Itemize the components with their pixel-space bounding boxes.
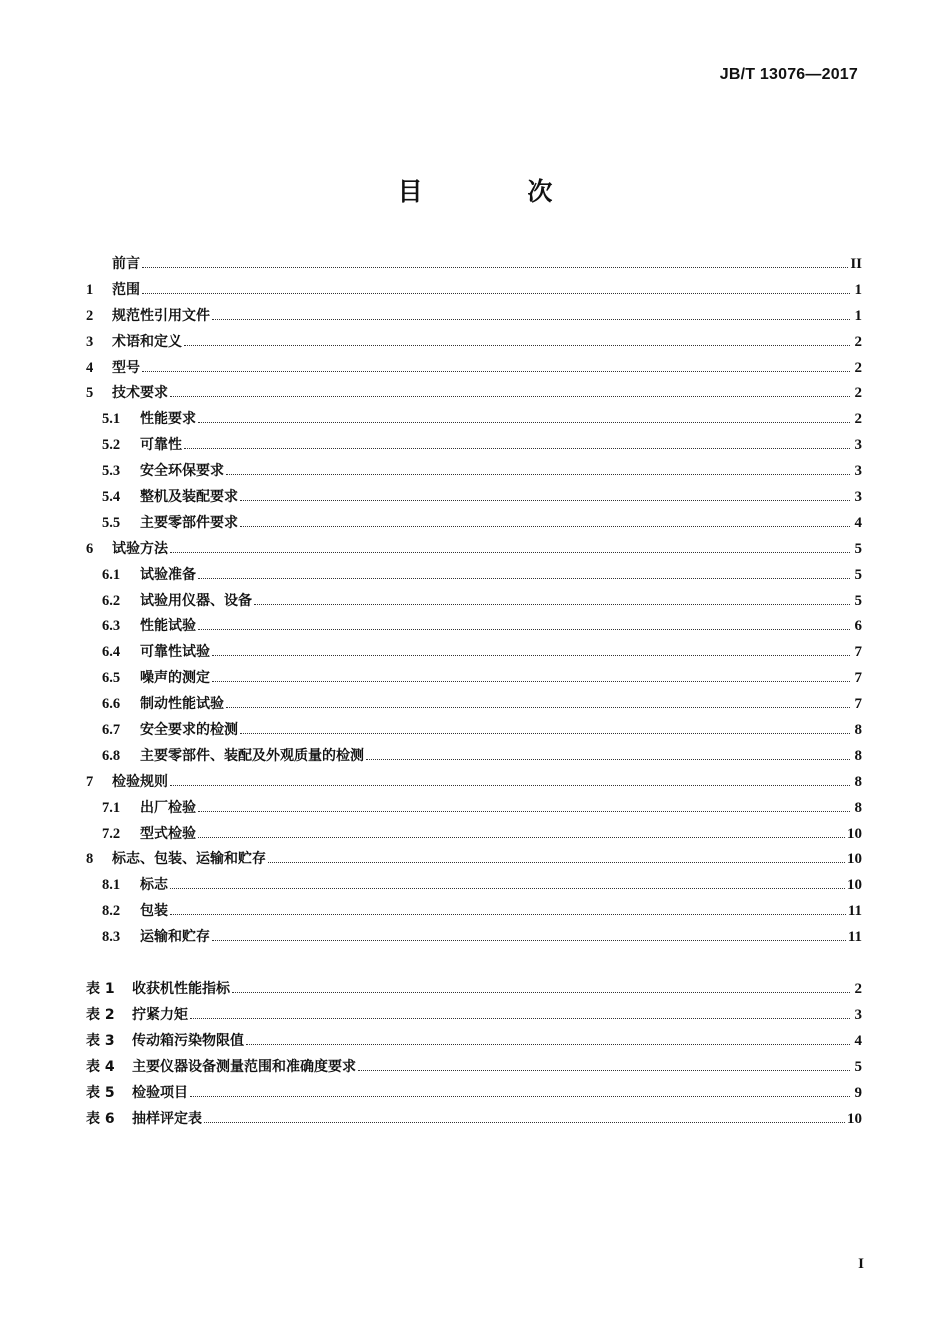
toc-entry-title: 传动箱污染物限值 (132, 1032, 244, 1049)
toc-entry[interactable] (86, 926, 862, 952)
dot-leader (366, 759, 850, 760)
toc-entry-number: 8.1 (102, 877, 121, 894)
toc-entry[interactable] (86, 460, 862, 486)
toc-entry-title: 安全环保要求 (140, 463, 224, 480)
toc-entry-number: 表 6 (86, 1110, 115, 1127)
toc-entry-title: 可靠性 (140, 437, 182, 454)
toc-entry-title: 范围 (112, 281, 140, 298)
toc-entry[interactable] (86, 486, 862, 512)
dot-leader (198, 422, 850, 423)
toc-entry-number: 3 (86, 333, 94, 350)
toc-entry[interactable] (86, 1004, 862, 1030)
toc-entry[interactable] (86, 564, 862, 590)
toc-entry[interactable] (86, 693, 862, 719)
toc-entry-page: 1 (854, 281, 862, 298)
toc-entry-number: 8.3 (102, 929, 121, 946)
toc-entry-number: 6 (86, 540, 94, 557)
toc-entry-page: 11 (847, 929, 862, 946)
toc-entry-title: 出厂检验 (140, 799, 196, 816)
dot-leader (170, 396, 850, 397)
toc-entry[interactable] (86, 823, 862, 849)
toc-entry-page: II (850, 256, 862, 272)
toc-entry-title: 试验准备 (140, 566, 196, 583)
toc-entry-number: 6.5 (102, 670, 121, 687)
toc-entry-page: 7 (854, 696, 862, 713)
toc-entry-number: 1 (86, 281, 94, 298)
toc-entry-page: 3 (854, 463, 862, 480)
toc-table-list (86, 978, 862, 1133)
toc-entry-title: 包装 (140, 903, 168, 920)
toc-entry-title: 检验规则 (112, 773, 168, 790)
toc-entry-number: 6.7 (102, 722, 121, 739)
toc-entry-title: 检验项目 (132, 1084, 188, 1101)
dot-leader (190, 1096, 850, 1097)
toc-entry-page: 9 (854, 1084, 862, 1101)
dot-leader (142, 267, 848, 268)
toc-entry-title: 噪声的测定 (140, 670, 210, 687)
toc-entry-page: 4 (854, 1032, 862, 1049)
toc-entry-title: 主要零部件要求 (140, 514, 238, 531)
dot-leader (184, 448, 850, 449)
toc-entry-title: 性能试验 (140, 618, 196, 635)
dot-leader (170, 552, 850, 553)
toc-entry-page: 6 (854, 618, 862, 635)
toc-entry-page: 5 (854, 1058, 862, 1075)
toc-entry-page: 2 (854, 981, 862, 998)
toc-entry[interactable] (86, 719, 862, 745)
dot-leader (226, 707, 850, 708)
toc-entry-page: 3 (854, 1006, 862, 1023)
toc-entry-page: 8 (854, 747, 862, 764)
toc-entry[interactable] (86, 512, 862, 538)
document-code: JB/T 13076—2017 (719, 66, 858, 83)
dot-leader (198, 837, 845, 838)
toc-entry-number: 表 2 (86, 1006, 115, 1023)
toc-entry-page: 2 (854, 359, 862, 376)
dot-leader (246, 1044, 850, 1045)
dot-leader (170, 914, 846, 915)
toc-entry-number: 7 (86, 773, 94, 790)
toc-entry-title: 试验方法 (112, 540, 168, 557)
dot-leader (212, 940, 846, 941)
toc-entry-page: 3 (854, 489, 862, 506)
toc-entry-title: 试验用仪器、设备 (140, 592, 252, 609)
dot-leader (198, 811, 850, 812)
toc-entry-number: 5.4 (102, 489, 121, 506)
toc-entry-page: 2 (854, 333, 862, 350)
dot-leader (212, 319, 850, 320)
toc-entry-number: 6.1 (102, 566, 121, 583)
toc-entry[interactable] (86, 279, 862, 305)
dot-leader (184, 345, 850, 346)
toc-entry[interactable] (86, 1082, 862, 1108)
toc-entry-number: 6.8 (102, 747, 121, 764)
dot-leader (212, 681, 850, 682)
toc-entry[interactable] (86, 667, 862, 693)
toc-section-list (86, 253, 862, 952)
toc-entry-title: 性能要求 (140, 411, 196, 428)
dot-leader (142, 293, 850, 294)
toc-entry-page: 8 (854, 722, 862, 739)
toc-entry-title: 运输和贮存 (140, 929, 210, 946)
toc-entry-title: 型式检验 (140, 825, 196, 842)
toc-entry[interactable] (86, 771, 862, 797)
dot-leader (358, 1070, 850, 1071)
dot-leader (232, 992, 850, 993)
toc-entry-number: 5.5 (102, 514, 121, 531)
toc-entry[interactable] (86, 538, 862, 564)
toc-entry-page: 7 (854, 670, 862, 687)
toc-entry-number: 5 (86, 385, 94, 402)
page-title: 目 次 (397, 177, 601, 206)
dot-leader (240, 500, 850, 501)
toc-entry-title: 术语和定义 (112, 333, 182, 350)
toc-entry-title: 型号 (112, 359, 140, 376)
toc-entry[interactable] (86, 900, 862, 926)
toc-entry-page: 5 (854, 540, 862, 557)
toc-entry[interactable] (86, 848, 862, 874)
toc-entry-title: 收获机性能指标 (132, 981, 230, 998)
dot-leader (170, 785, 850, 786)
toc-entry-title: 标志 (140, 877, 168, 894)
toc-entry-page: 3 (854, 437, 862, 454)
dot-leader (226, 474, 850, 475)
toc-entry[interactable] (86, 978, 862, 1004)
toc-entry-number: 表 3 (86, 1032, 115, 1049)
dot-leader (198, 629, 850, 630)
toc-entry-page: 10 (847, 825, 862, 842)
toc-entry-number: 7.2 (102, 825, 121, 842)
dot-leader (142, 371, 850, 372)
toc-entry[interactable] (86, 874, 862, 900)
toc-entry[interactable] (86, 434, 862, 460)
toc-entry-title: 整机及装配要求 (140, 489, 238, 506)
toc-entry-number: 5.3 (102, 463, 121, 480)
toc-entry[interactable] (86, 357, 862, 383)
toc-entry-title: 规范性引用文件 (112, 307, 210, 324)
dot-leader (204, 1122, 845, 1123)
toc-entry-number: 6.4 (102, 644, 121, 661)
page-number: I (858, 1256, 864, 1272)
toc-entry-number: 5.2 (102, 437, 121, 454)
dot-leader (190, 1018, 850, 1019)
toc-entry-page: 10 (847, 877, 862, 894)
dot-leader (198, 578, 850, 579)
toc-entry-number: 4 (86, 359, 94, 376)
toc-entry[interactable] (86, 253, 862, 279)
toc-entry-number: 表 1 (86, 981, 115, 998)
toc-entry-title: 抽样评定表 (132, 1110, 202, 1127)
toc-entry-number: 表 4 (86, 1058, 115, 1075)
toc-entry[interactable] (86, 305, 862, 331)
dot-leader (170, 888, 845, 889)
toc-entry[interactable] (86, 1030, 862, 1056)
toc-entry-number: 8 (86, 851, 94, 868)
toc-entry-title: 主要仪器设备测量范围和准确度要求 (132, 1058, 356, 1075)
toc-entry-page: 10 (847, 851, 862, 868)
dot-leader (240, 733, 850, 734)
dot-leader (240, 526, 850, 527)
toc-entry-page: 7 (854, 644, 862, 661)
dot-leader (212, 655, 850, 656)
toc-entry-number: 5.1 (102, 411, 121, 428)
toc-entry[interactable] (86, 797, 862, 823)
dot-leader (268, 862, 845, 863)
toc-entry-number: 7.1 (102, 799, 121, 816)
toc-entry-page: 4 (854, 514, 862, 531)
toc-entry[interactable] (86, 1056, 862, 1082)
toc-entry-title: 标志、包装、运输和贮存 (112, 851, 266, 868)
toc-entry-page: 11 (847, 903, 862, 920)
toc-entry-number: 6.6 (102, 696, 121, 713)
table-of-contents (86, 253, 862, 1133)
toc-entry-page: 5 (854, 566, 862, 583)
toc-entry-page: 2 (854, 385, 862, 402)
toc-entry-page: 8 (854, 799, 862, 816)
toc-entry[interactable] (86, 590, 862, 616)
toc-entry[interactable] (86, 1108, 862, 1134)
toc-entry-title: 可靠性试验 (140, 644, 210, 661)
dot-leader (254, 604, 850, 605)
toc-entry[interactable] (86, 382, 862, 408)
toc-entry-number: 6.2 (102, 592, 121, 609)
toc-entry[interactable] (86, 408, 862, 434)
toc-entry-number: 2 (86, 307, 94, 324)
toc-entry-number: 8.2 (102, 903, 121, 920)
toc-entry-title: 制动性能试验 (140, 696, 224, 713)
toc-entry[interactable] (86, 331, 862, 357)
toc-entry-title: 主要零部件、装配及外观质量的检测 (140, 747, 364, 764)
toc-entry[interactable] (86, 745, 862, 771)
toc-entry-number: 6.3 (102, 618, 121, 635)
toc-entry-title: 安全要求的检测 (140, 722, 238, 739)
toc-entry[interactable] (86, 641, 862, 667)
toc-entry-title: 拧紧力矩 (132, 1006, 188, 1023)
toc-entry-page: 10 (847, 1110, 862, 1127)
toc-entry[interactable] (86, 615, 862, 641)
toc-entry-number: 表 5 (86, 1084, 115, 1101)
toc-entry-page: 2 (854, 411, 862, 428)
toc-entry-page: 1 (854, 307, 862, 324)
toc-entry-title: 技术要求 (112, 385, 168, 402)
toc-entry-page: 5 (854, 592, 862, 609)
toc-entry-title: 前言 (112, 256, 140, 272)
toc-entry-page: 8 (854, 773, 862, 790)
section-gap (86, 952, 862, 978)
